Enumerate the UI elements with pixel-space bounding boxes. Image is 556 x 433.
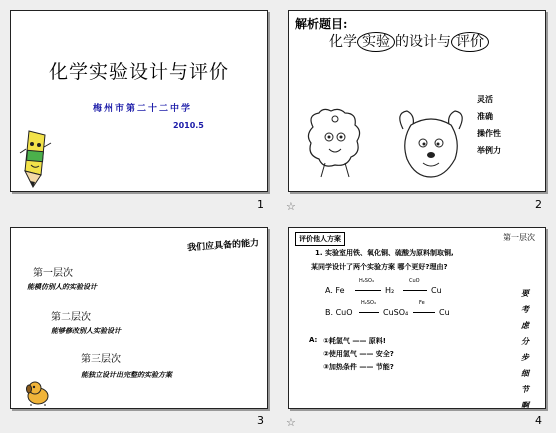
criteria-list (477, 91, 501, 159)
scheme-b-arrow-1 (359, 312, 379, 313)
level-1-desc: 能模仿别人的实验设计 (27, 283, 97, 291)
level-3-title: 第三层次 (81, 354, 121, 365)
level-2-title: 第二层次 (51, 312, 91, 323)
slide-page-1 (0, 0, 278, 217)
scheme-a-product: Cu (431, 286, 442, 295)
answer-item: ②使用氢气 —— 安全? (323, 350, 394, 358)
criterion-item: 准确 (477, 112, 493, 121)
slide-3[interactable] (10, 227, 268, 409)
circled-word-2: 评价 (451, 32, 489, 52)
slide-title-row (329, 31, 489, 51)
level-label: 第一层次 (503, 233, 535, 242)
slide-page-3 (0, 217, 278, 433)
level-3-desc: 能独立设计出完整的实验方案 (81, 371, 172, 379)
answer-item: ①耗氢气 —— 原料! (323, 337, 386, 345)
corner-caption: 我们应具备的能力 (186, 238, 260, 254)
scheme-b-reagent-2: Fe (419, 300, 425, 306)
slide-2[interactable] (288, 10, 546, 192)
page-number: 3 (257, 414, 264, 427)
wolf-character-icon (393, 107, 469, 183)
pencil-character-icon (19, 129, 53, 189)
level-1-title: 第一层次 (33, 268, 73, 279)
scheme-b-reagent-1: H₂SO₄ (361, 300, 376, 306)
page-number: 4 (535, 414, 542, 427)
question-line-2: 某同学设计了两个实验方案 哪个更好?理由? (311, 263, 448, 271)
scheme-a-h2: H₂ (385, 286, 395, 295)
slide-title: 化学实验设计与评价 (48, 61, 229, 83)
level-2-desc: 能够修改别人实验设计 (51, 327, 121, 335)
circled-word-1: 实验 (357, 32, 395, 52)
title-text-b: 的设计与 (395, 34, 451, 50)
scheme-a-start: A. Fe (325, 286, 345, 295)
criterion-item: 灵活 (477, 95, 493, 104)
slide-date: 2010.5 (173, 121, 204, 130)
answer-item: ③加热条件 —— 节能? (323, 363, 394, 371)
page-number: 2 (535, 198, 542, 211)
slide-page-2 (278, 0, 556, 217)
scheme-a-reagent-1: H₂SO₄ (359, 278, 374, 284)
star-icon: ☆ (286, 416, 296, 429)
school-name: 梅州市第二十二中学 (93, 104, 193, 114)
scheme-a-arrow-2 (403, 290, 427, 291)
title-text-a: 化学 (329, 34, 357, 50)
slide-heading: 解析题目: (295, 17, 348, 31)
slide-page-4 (278, 217, 556, 433)
page-number: 1 (257, 198, 264, 211)
question-line-1: 1. 实验室用铁、氧化铜、硫酸为原料制取铜, (315, 249, 454, 257)
dog-character-icon (23, 380, 53, 406)
scheme-b-cuso4: CuSO₄ (383, 308, 409, 317)
slide-1[interactable] (10, 10, 268, 192)
scheme-b-product: Cu (439, 308, 450, 317)
star-icon: ☆ (286, 200, 296, 213)
scheme-b-start: B. CuO (325, 308, 353, 317)
side-note: 要考虑分步细节啊 (521, 289, 529, 409)
answer-head: A: (309, 336, 318, 344)
section-box-label: 评价他人方案 (295, 232, 345, 246)
sheep-character-icon (301, 107, 371, 179)
criterion-item: 操作性 (477, 129, 501, 138)
scheme-a-arrow-1 (355, 290, 381, 291)
scheme-a-reagent-2: CuO (409, 278, 420, 284)
criterion-item: 举例力 (477, 146, 501, 155)
scheme-b-arrow-2 (413, 312, 435, 313)
slide-4[interactable] (288, 227, 546, 409)
